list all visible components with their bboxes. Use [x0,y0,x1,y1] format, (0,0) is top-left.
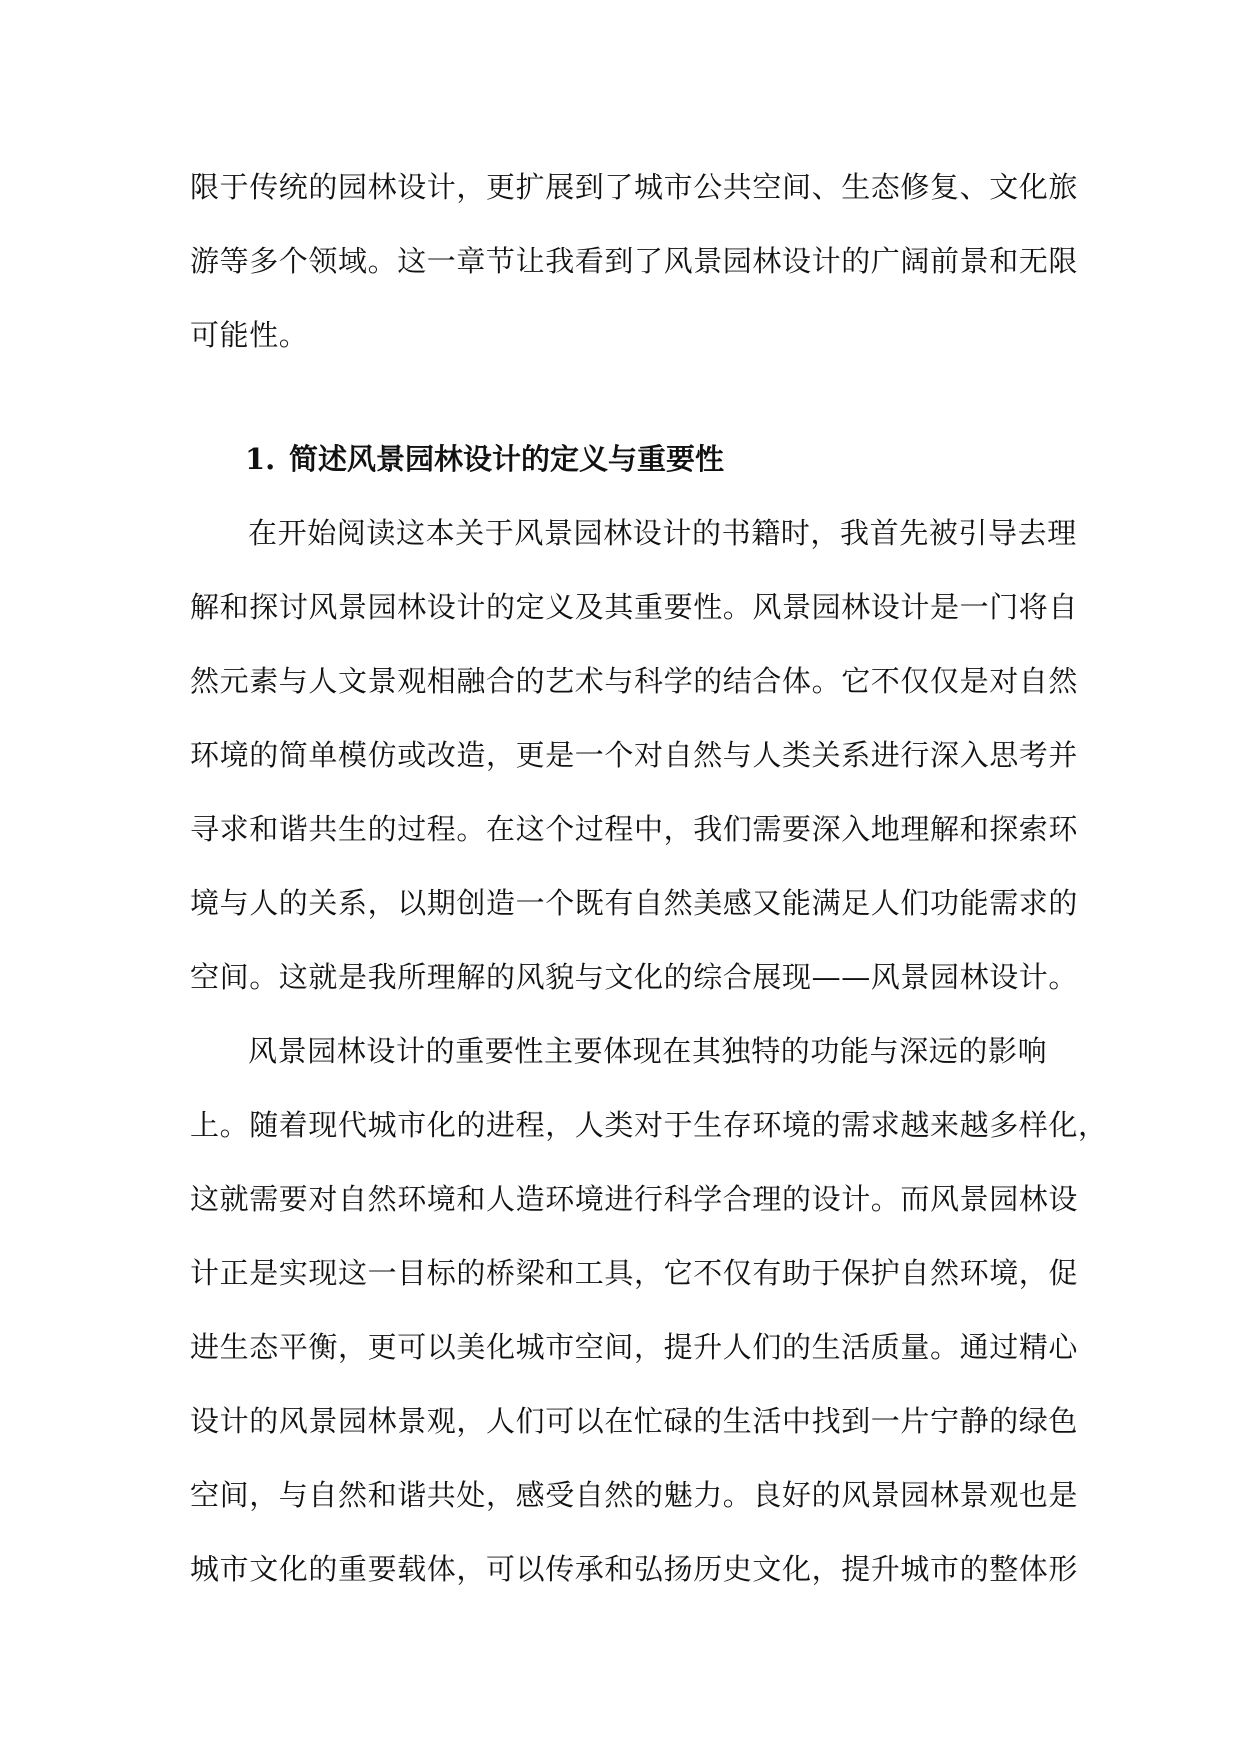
text-line: 解和探讨风景园林设计的定义及其重要性。风景园林设计是一门将自 [190,590,1079,624]
text-line: 计正是实现这一目标的桥梁和工具，它不仅有助于保护自然环境，促 [190,1256,1079,1290]
text-line: 限于传统的园林设计，更扩展到了城市公共空间、生态修复、文化旅 [190,170,1079,204]
section-heading [190,422,1055,496]
text-line: 空间，与自然和谐共处，感受自然的魅力。良好的风景园林景观也是 [190,1478,1079,1512]
text-line: 环境的简单模仿或改造，更是一个对自然与人类关系进行深入思考并 [190,738,1079,772]
text-line: 游等多个领域。这一章节让我看到了风景园林设计的广阔前景和无限 [190,244,1079,278]
section-title: 简述风景园林设计的定义与重要性 [289,442,725,476]
text-line: 空间。这就是我所理解的风貌与文化的综合展现——风景园林设计。 [190,960,1079,994]
text-line: 可能性。 [190,318,309,352]
text-line: 城市文化的重要载体，可以传承和弘扬历史文化，提升城市的整体形 [190,1552,1079,1586]
text-line: 寻求和谐共生的过程。在这个过程中，我们需要深入地理解和探索环 [190,812,1079,846]
intro-paragraph [190,150,1079,372]
text-line: 境与人的关系，以期创造一个既有自然美感又能满足人们功能需求的 [190,886,1079,920]
paragraph-definition [190,496,1079,1014]
text-line: 设计的风景园林景观，人们可以在忙碌的生活中找到一片宁静的绿色 [190,1404,1079,1438]
text-line: 风景园林设计的重要性主要体现在其独特的功能与深远的影响 [248,1034,1048,1068]
text-line: 在开始阅读这本关于风景园林设计的书籍时，我首先被引导去理 [248,516,1077,550]
text-line: 然元素与人文景观相融合的艺术与科学的结合体。它不仅仅是对自然 [190,664,1079,698]
section-spacer [190,372,1055,422]
section-number: 1. [245,442,276,476]
document-page [190,150,1108,1606]
text-line: 进生态平衡，更可以美化城市空间，提升人们的生活质量。通过精心 [190,1330,1079,1364]
text-line: 这就需要对自然环境和人造环境进行科学合理的设计。而风景园林设 [190,1182,1079,1216]
paragraph-importance [190,1014,1108,1606]
text-line: 上。随着现代城市化的进程，人类对于生存环境的需求越来越多样化， [190,1108,1108,1142]
